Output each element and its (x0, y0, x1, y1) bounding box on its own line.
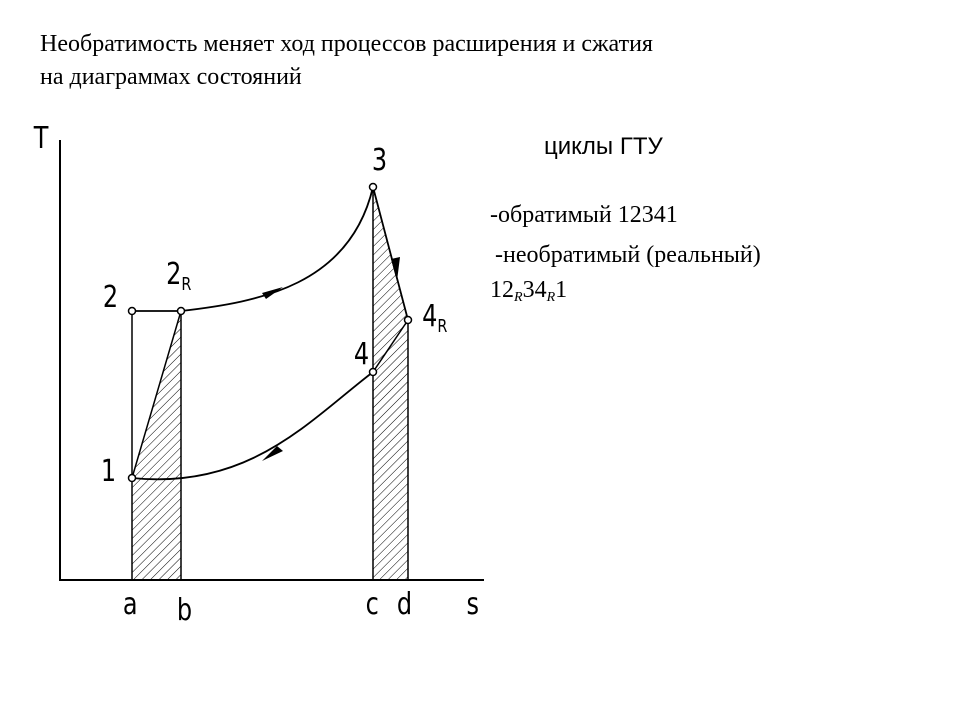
axis-t-label: T (33, 121, 49, 156)
slide-title-line-2: на диаграммах состояний (40, 64, 302, 90)
x-tick-c: c (365, 587, 379, 622)
cycle-sub-1: R (514, 290, 523, 305)
point-1-marker (129, 475, 136, 482)
point-1-label: 1 (100, 454, 117, 489)
legend-reversible: -обратимый 12341 (490, 202, 678, 228)
point-2r-label-sub: R (181, 273, 192, 295)
point-3-label: 3 (371, 143, 388, 178)
x-tick-a: a (122, 587, 138, 622)
cycle-part-3: 1 (555, 277, 568, 303)
point-2-marker (129, 308, 136, 315)
point-3-marker (370, 184, 377, 191)
point-4r-label-base: 4 (422, 299, 438, 334)
hatch-area-compression (132, 311, 181, 580)
point-2r-label (166, 257, 191, 294)
point-2-label: 2 (102, 280, 119, 315)
slide-title-line-1: Необратимость меняет ход процессов расширения и сжатия (40, 31, 653, 57)
point-4-label: 4 (353, 337, 370, 372)
point-4r-label-sub: R (437, 315, 448, 337)
cycle-part-1: 12 (490, 277, 514, 303)
process-2r-3 (181, 187, 373, 311)
cycle-sub-2: R (546, 290, 556, 305)
point-4r-marker (405, 317, 412, 324)
point-4r-label (422, 299, 447, 336)
x-tick-b: b (176, 593, 193, 628)
x-tick-d: d (396, 587, 413, 622)
axis-s-label: s (466, 587, 480, 622)
legend-irreversible: -необратимый (реальный) (495, 242, 761, 268)
hatch-area-expansion (373, 187, 408, 580)
point-2r-marker (178, 308, 185, 315)
cycles-title: циклы ГТУ (544, 133, 663, 160)
legend-irreversible-cycle (490, 276, 567, 312)
point-4-marker (370, 369, 377, 376)
cycle-part-2: 34 (522, 277, 547, 303)
point-2r-label-base: 2 (166, 257, 182, 292)
arrow-2r-3-icon (262, 287, 283, 299)
